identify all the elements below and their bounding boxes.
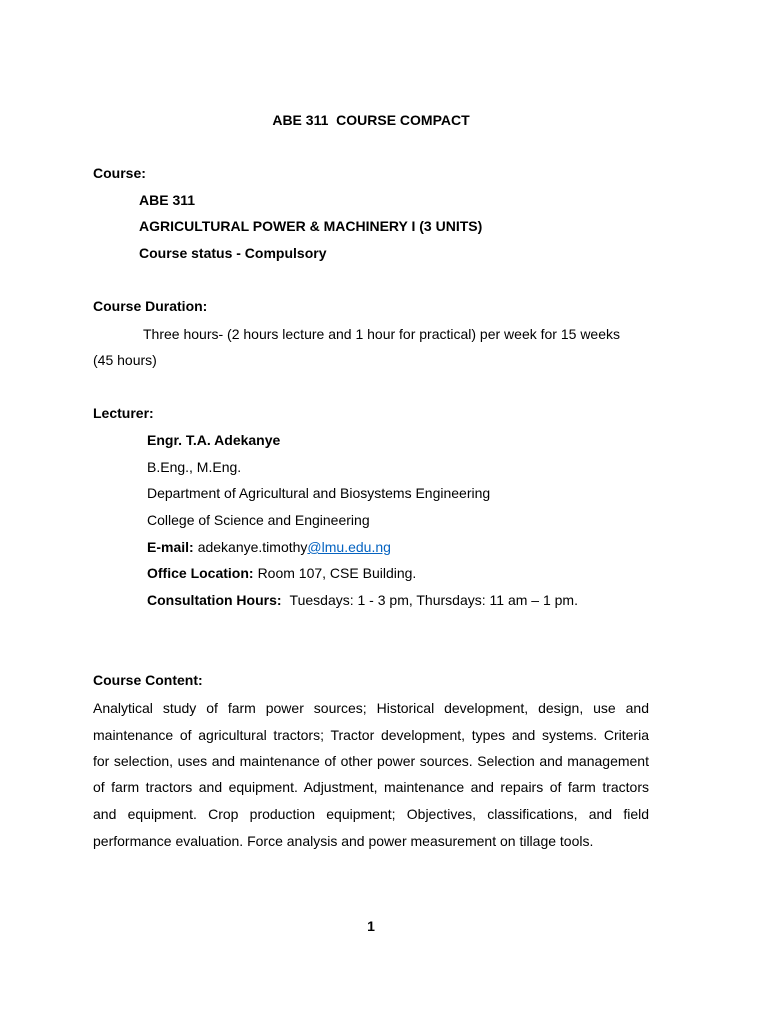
document-title: ABE 311 COURSE COMPACT [272, 112, 470, 128]
email-domain-link[interactable]: @lmu.edu.ng [307, 539, 391, 555]
email-label: E-mail: [147, 539, 194, 555]
duration-text-line: Three hours- (2 hours lecture and 1 hour for practical) per week for 15 weeks [143, 326, 621, 342]
office-row [147, 560, 416, 586]
course-name: AGRICULTURAL POWER & MACHINERY I (3 UNITS) [139, 218, 483, 234]
lecturer-qualifications: B.Eng., M.Eng. [147, 459, 242, 475]
lecturer-department: Department of Agricultural and Biosystems Engineering [147, 485, 491, 501]
content-paragraph-line: of farm tractors and equipment. Adjustment, maintenance and repairs of farm tractors [93, 779, 649, 795]
email-row [147, 534, 391, 560]
duration-heading: Course Duration: [93, 298, 208, 314]
content-paragraph-line: and equipment. Crop production equipment; Objectives, classifications, and field [93, 806, 649, 822]
lecturer-college: College of Science and Engineering [147, 512, 370, 528]
office-label: Office Location: [147, 565, 254, 581]
email-user: adekanye.timothy [197, 539, 308, 555]
content-paragraph-line: Analytical study of farm power sources; Historical development, design, use and [93, 700, 649, 716]
consultation-value: Tuesdays: 1 - 3 pm, Thursdays: 11 am – 1 pm. [289, 592, 578, 608]
lecturer-heading: Lecturer: [93, 405, 154, 421]
consultation-row [147, 587, 578, 613]
course-code: ABE 311 [139, 192, 196, 208]
duration-text-line: (45 hours) [93, 352, 157, 368]
content-paragraph-line: maintenance of agricultural tractors; Tractor development, types and systems. Criteria [93, 727, 649, 743]
lecturer-name: Engr. T.A. Adekanye [147, 432, 281, 448]
office-value: Room 107, CSE Building. [257, 565, 417, 581]
page-number: 1 [367, 918, 375, 934]
content-paragraph-line: for selection, uses and maintenance of other power sources. Selection and management [93, 753, 649, 769]
content-paragraph-line: performance evaluation. Force analysis and power measurement on tillage tools. [93, 833, 594, 849]
course-heading: Course: [93, 165, 146, 181]
consultation-label: Consultation Hours: [147, 592, 282, 608]
course-status: Course status - Compulsory [139, 245, 327, 261]
content-heading: Course Content: [93, 672, 203, 688]
